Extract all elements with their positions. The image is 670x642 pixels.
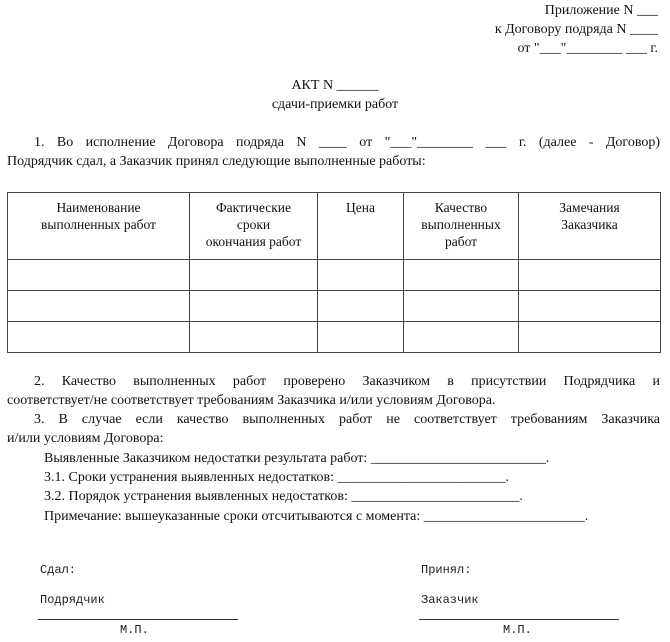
table-cell	[318, 291, 404, 322]
paragraph-1-line-2: Подрядчик сдал, а Заказчик принял следующие выполненные работы:	[7, 154, 426, 169]
paragraph-2-line-1: 2. Качество выполненных работ проверено Заказчиком в присутствии Подрядчика и	[34, 374, 660, 389]
handed-over-label: Сдал:	[40, 563, 77, 577]
header-text: выполненных	[421, 217, 501, 232]
table-cell	[519, 291, 661, 322]
table-cell	[318, 260, 404, 291]
header-text: Качество	[434, 200, 488, 215]
header-text: Цена	[346, 200, 375, 215]
procedure-line: 3.2. Порядок устранения выявленных недостатков: ________________________.	[44, 489, 523, 504]
table-cell	[190, 291, 318, 322]
column-header-work-name	[8, 193, 190, 260]
accepted-label: Принял:	[421, 563, 472, 577]
column-header-actual-dates	[190, 193, 318, 260]
header-text: Заказчика	[561, 217, 618, 232]
table-cell	[404, 322, 519, 353]
paragraph-2-line-2: соответствует/не соответствует требованиям Заказчика и/или условиям Договора.	[7, 393, 496, 408]
contractor-stamp: М.П.	[120, 623, 149, 637]
table-row	[8, 260, 661, 291]
table-row	[8, 291, 661, 322]
works-table	[7, 192, 661, 353]
contract-date: от "___"________ ___ г.	[517, 41, 658, 56]
act-subtitle: сдачи-приемки работ	[271, 97, 399, 112]
contractor-signature-line	[38, 619, 238, 620]
table-cell	[318, 322, 404, 353]
note-line: Примечание: вышеуказанные сроки отсчитываются с момента: _______________________.	[44, 509, 589, 524]
header-text: Замечания	[559, 200, 620, 215]
contract-reference: к Договору подряда N ____	[494, 22, 658, 37]
table-cell	[8, 322, 190, 353]
table-cell	[519, 260, 661, 291]
table-row	[8, 322, 661, 353]
table-cell	[8, 291, 190, 322]
header-text: выполненных работ	[41, 217, 156, 232]
paragraph-3-line-1: 3. В случае если качество выполненных работ не соответствует требованиям Заказчика	[34, 412, 660, 427]
customer-label: Заказчик	[421, 593, 479, 607]
table-header-row	[8, 193, 661, 260]
customer-signature-line	[419, 619, 619, 620]
appendix-number: Приложение N ___	[544, 3, 658, 18]
header-text: работ	[444, 234, 478, 249]
defects-line: Выявленные Заказчиком недостатки результата работ: _________________________.	[44, 451, 550, 466]
paragraph-3-line-2: и/или условиям Договора:	[7, 431, 164, 446]
table-cell	[8, 260, 190, 291]
act-title: АКТ N ______	[291, 78, 379, 93]
table-cell	[404, 260, 519, 291]
paragraph-1-line-1: 1. Во исполнение Договора подряда N ____ от "___"________ ___ г. (далее - Договор)	[34, 135, 660, 150]
header-text: Фактические	[215, 200, 292, 215]
table-cell	[404, 291, 519, 322]
column-header-quality	[404, 193, 519, 260]
table-cell	[190, 260, 318, 291]
table-cell	[519, 322, 661, 353]
column-header-price	[318, 193, 404, 260]
contractor-label: Подрядчик	[40, 593, 105, 607]
terms-line: 3.1. Сроки устранения выявленных недостатков: ________________________.	[44, 470, 510, 485]
header-text: окончания работ	[205, 234, 302, 249]
table-cell	[190, 322, 318, 353]
header-text: Наименование	[56, 200, 141, 215]
header-text: сроки	[236, 217, 271, 232]
customer-stamp: М.П.	[503, 623, 532, 637]
column-header-remarks	[519, 193, 661, 260]
